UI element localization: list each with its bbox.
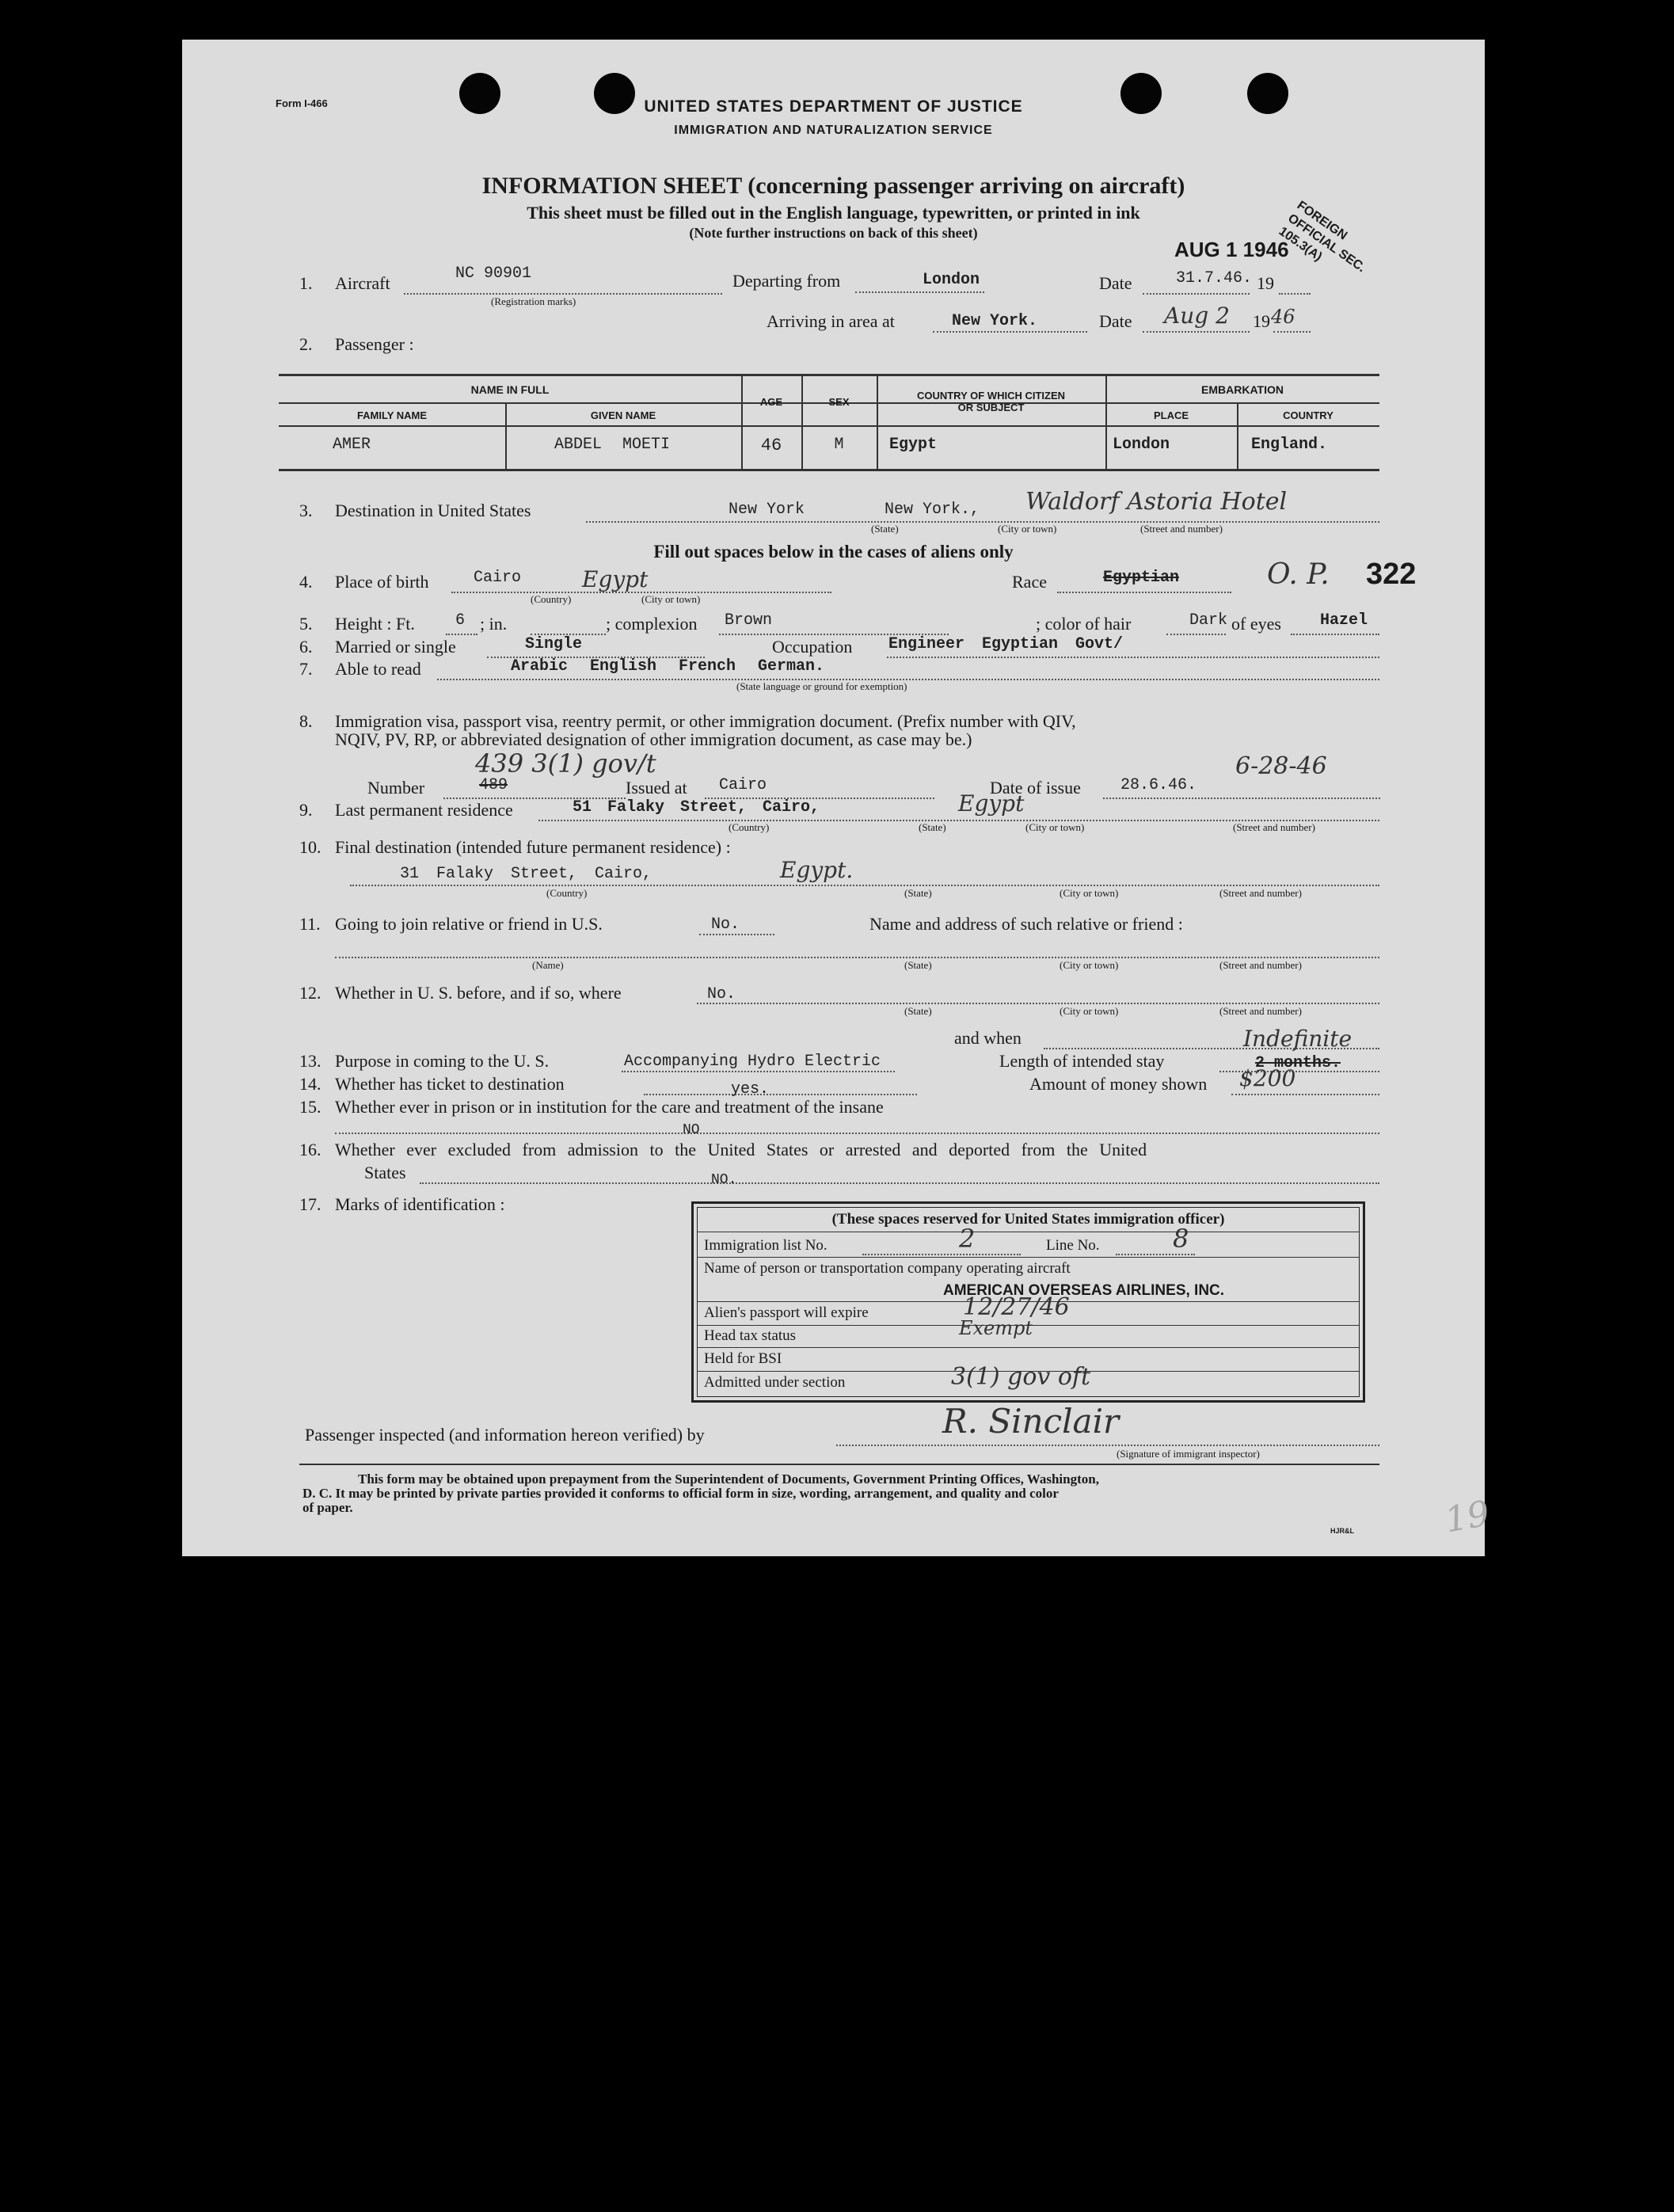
- officer-admitted-label: Admitted under section: [704, 1374, 846, 1391]
- q10-cap-city: (City or town): [1060, 887, 1119, 899]
- q1-aircraft-line: [404, 293, 722, 295]
- officer-line-value: 8: [1173, 1224, 1189, 1254]
- q3-cap-city: (City or town): [998, 523, 1057, 535]
- q5-eyes-label: of eyes: [1231, 614, 1281, 634]
- subtitle: This sheet must be filled out in the English language, typewritten, or printed in ink: [527, 203, 1140, 223]
- q15-value: NO: [683, 1122, 700, 1138]
- q5-hair: Dark: [1189, 611, 1228, 630]
- q9-cap-city: (City or town): [1025, 821, 1085, 833]
- q5-hair-line: [1166, 634, 1226, 635]
- q6-number: 6.: [299, 637, 313, 657]
- q7-value: Arabic English French German.: [511, 657, 825, 676]
- department: UNITED STATES DEPARTMENT OF JUSTICE: [644, 97, 1023, 116]
- q16-line1: Whether ever excluded from admission to the United States or arrested and deported from the United: [335, 1140, 1147, 1159]
- officer-list-line: [862, 1254, 1021, 1255]
- q3-label: Destination in United States: [335, 501, 531, 520]
- q8-issued-label: Issued at: [626, 778, 687, 798]
- q1-date2-label: Date: [1099, 311, 1132, 331]
- th-place: PLACE: [1153, 409, 1189, 421]
- q5-ft-line: [446, 634, 477, 635]
- q8-number-label: Number: [367, 778, 425, 798]
- row-country: England.: [1251, 436, 1328, 454]
- q1-year2-line: [1273, 331, 1311, 333]
- q14-label: Whether has ticket to destination: [335, 1074, 565, 1094]
- q10-label: Final destination (intended future permanent residence) :: [335, 837, 731, 857]
- officer-list-value: 2: [959, 1224, 976, 1254]
- q16-line: [420, 1182, 1379, 1184]
- q1-date-line: [1143, 293, 1250, 295]
- margin-note: 19: [1441, 1493, 1493, 1541]
- q1-year-line: [1279, 293, 1311, 295]
- q5-complexion: Brown: [725, 611, 773, 630]
- inspected-line: [836, 1445, 1379, 1446]
- footer-line2: D. C. It may be printed by private parties provided it conforms to official form in size, wording, arrangement, and quality and color: [302, 1486, 1059, 1501]
- q3-city: New York.,: [885, 501, 980, 519]
- q1-year2-prefix: 19: [1253, 311, 1270, 331]
- q12-when-label: and when: [954, 1028, 1022, 1048]
- q6-occ-line: [887, 657, 1379, 658]
- q11-line2: [335, 957, 1379, 958]
- q13-stay-hand: Indefinite: [1243, 1026, 1353, 1052]
- q14-money-label: Amount of money shown: [1029, 1074, 1208, 1094]
- q16-number: 16.: [299, 1140, 321, 1159]
- q5-in-label: ; in.: [480, 614, 508, 634]
- q9-label: Last permanent residence: [335, 800, 513, 820]
- q3-cap-state: (State): [871, 523, 899, 535]
- q10-cap-country: (Country): [546, 887, 588, 899]
- q13-value: Accompanying Hydro Electric: [624, 1053, 881, 1071]
- q11-cap-street: (Street and number): [1219, 959, 1302, 971]
- officer-box-header: (These spaces reserved for United States immigration officer): [831, 1211, 1225, 1228]
- q3-street: Waldorf Astoria Hotel: [1025, 488, 1288, 516]
- officer-admitted-value: 3(1) gov oft: [951, 1363, 1091, 1391]
- th-age: AGE: [759, 396, 783, 408]
- q9-value: 51 Falaky Street, Cairo,: [573, 798, 820, 817]
- q14-line: [644, 1094, 917, 1095]
- q5-eyes-line: [1291, 634, 1379, 635]
- inspected-caption: (Signature of immigrant inspector): [1117, 1448, 1260, 1460]
- q12-value: No.: [707, 985, 736, 1003]
- date-stamp: AUG 1 1946: [1174, 238, 1289, 261]
- table-top-rule: [279, 374, 1379, 376]
- q2-number: 2.: [299, 334, 313, 354]
- q4-number: 4.: [299, 572, 313, 592]
- q1-year2-hand: 46: [1271, 306, 1295, 328]
- q14-money-line: [1231, 1094, 1379, 1095]
- q4-race-hand: O. P.: [1267, 558, 1330, 591]
- officer-passport-value: 12/27/46: [963, 1293, 1070, 1321]
- q11-cap-name: (Name): [532, 959, 564, 971]
- q1-date2-value: Aug 2: [1164, 303, 1230, 329]
- footer-printer-mark: HJR&L: [1330, 1527, 1355, 1535]
- q13-number: 13.: [299, 1051, 321, 1071]
- q12-cap-street: (Street and number): [1219, 1005, 1302, 1017]
- q1-depart-label: Departing from: [732, 271, 841, 291]
- officer-line-line: [1116, 1254, 1195, 1255]
- q8-line2: NQIV, PV, RP, or abbreviated designation of other immigration document, as case may be.): [335, 729, 972, 749]
- footer-line1: This form may be obtained upon prepayment from the Superintendent of Documents, Government Printing Offices, Washington,: [358, 1471, 1099, 1487]
- q2-label: Passenger :: [335, 334, 414, 354]
- officer-box: [691, 1201, 1365, 1403]
- q4-race-line: [1057, 592, 1231, 593]
- th-sex: SEX: [828, 396, 850, 408]
- q13-stay-struck: 2 months.: [1255, 1054, 1341, 1072]
- q7-number: 7.: [299, 659, 313, 679]
- inspected-signature: R. Sinclair: [942, 1402, 1120, 1441]
- q1-reg-caption: (Registration marks): [491, 295, 576, 307]
- q1-arrive-line: [933, 331, 1087, 333]
- q12-number: 12.: [299, 983, 321, 1003]
- th-name-in-full: NAME IN FULL: [470, 383, 550, 396]
- q4-race-stamp: 322: [1366, 558, 1417, 591]
- q5-number: 5.: [299, 614, 313, 634]
- col-divider-3: [801, 375, 803, 469]
- th-family-name: FAMILY NAME: [356, 409, 428, 421]
- q8-number: 8.: [299, 711, 313, 731]
- officer-bsi-label: Held for BSI: [704, 1350, 782, 1367]
- q5-ft: 6: [455, 611, 466, 630]
- q5-label: Height : Ft.: [335, 614, 415, 634]
- q7-label: Able to read: [335, 659, 421, 679]
- q4-race-value: Egyptian: [1103, 569, 1180, 587]
- row-citizen: Egypt: [889, 436, 938, 454]
- q4-cap-city: (City or town): [641, 593, 701, 605]
- q8-doi-line: [1103, 798, 1380, 799]
- q17-label: Marks of identification :: [335, 1194, 505, 1214]
- officer-line-label: Line No.: [1046, 1237, 1100, 1254]
- q10-cap-state: (State): [904, 887, 932, 899]
- q9-hand: Egypt: [958, 790, 1025, 817]
- q11-name-label: Name and address of such relative or friend :: [869, 914, 1183, 934]
- q1-aircraft-value: NC 90901: [455, 265, 532, 283]
- officer-headtax-value: Exempt: [959, 1317, 1033, 1339]
- q1-date-value: 31.7.46.: [1176, 269, 1253, 287]
- officer-passport-label: Alien's passport will expire: [704, 1304, 869, 1321]
- q12-line: [697, 1003, 1379, 1004]
- form-sheet: [182, 40, 1485, 1556]
- q3-state: New York: [729, 501, 805, 519]
- row-place: London: [1113, 436, 1170, 454]
- q8-line1: Immigration visa, passport visa, reentry permit, or other immigration document. (Prefix number with QIV,: [335, 711, 1076, 731]
- q16-value: NO.: [711, 1172, 737, 1188]
- q1-depart-value: London: [923, 271, 980, 289]
- q13-stay-label: Length of intended stay: [999, 1051, 1165, 1071]
- q4-cap-country: (Country): [531, 593, 572, 605]
- q1-label: Aircraft: [335, 273, 390, 293]
- q1-date2-line: [1143, 331, 1250, 333]
- th-country: COUNTRY: [1283, 409, 1333, 421]
- footer-line3: of paper.: [302, 1500, 353, 1515]
- q10-hand: Egypt.: [780, 857, 854, 883]
- table-header-bottom-rule: [279, 425, 1379, 427]
- th-given-name: GIVEN NAME: [590, 409, 656, 421]
- officer-headtax-label: Head tax status: [704, 1327, 797, 1344]
- q9-number: 9.: [299, 800, 313, 820]
- q1-date-label: Date: [1099, 273, 1132, 293]
- q5-complexion-label: ; complexion: [606, 614, 698, 634]
- q8-number-struck: 489: [479, 776, 508, 794]
- q8-doi-value: 28.6.46.: [1120, 776, 1197, 794]
- q11-value: No.: [711, 916, 740, 934]
- q1-arrive-label: Arriving in area at: [767, 311, 895, 331]
- q15-label: Whether ever in prison or in institution for the care and treatment of the insane: [335, 1097, 884, 1117]
- q4-value: Cairo: [474, 569, 522, 587]
- q10-cap-street: (Street and number): [1219, 887, 1302, 899]
- q7-line: [437, 679, 1379, 680]
- q9-cap-street: (Street and number): [1233, 821, 1315, 833]
- q6-occ-value: Engineer Egyptian Govt/: [888, 635, 1124, 653]
- q14-value: yes.: [731, 1080, 770, 1098]
- q16-line2: States: [364, 1163, 406, 1182]
- officer-transport-value: AMERICAN OVERSEAS AIRLINES, INC.: [943, 1282, 1225, 1299]
- q9-cap-state: (State): [919, 821, 946, 833]
- q3-number: 3.: [299, 501, 313, 520]
- q7-caption: (State language or ground for exemption): [736, 680, 907, 692]
- q8-number-hand: 439 3(1) gov/t: [475, 748, 656, 779]
- q6-occ-label: Occupation: [772, 637, 853, 657]
- q4-race-label: Race: [1012, 572, 1047, 592]
- form-id: Form I-466: [276, 97, 328, 109]
- row-sex: M: [834, 436, 844, 454]
- officer-list-label: Immigration list No.: [704, 1237, 827, 1254]
- service: IMMIGRATION AND NATURALIZATION SERVICE: [674, 124, 993, 137]
- q12-cap-city: (City or town): [1060, 1005, 1119, 1017]
- q12-label: Whether in U. S. before, and if so, where: [335, 983, 622, 1003]
- q13-line: [622, 1071, 895, 1072]
- q12-cap-state: (State): [904, 1005, 932, 1017]
- title: INFORMATION SHEET (concerning passenger arriving on aircraft): [481, 173, 1185, 199]
- q14-money-hand: $200: [1239, 1065, 1296, 1091]
- q1-depart-line: [855, 291, 984, 293]
- th-country-citizen: COUNTRY OF WHICH CITIZEN OR SUBJECT: [916, 390, 1066, 413]
- q10-number: 10.: [299, 837, 321, 857]
- row-age: 46: [760, 436, 782, 455]
- q3-line: [586, 521, 1379, 523]
- q3-cap-street: (Street and number): [1140, 523, 1223, 535]
- footer-rule: [299, 1464, 1379, 1465]
- inspected-label: Passenger inspected (and information hereon verified) by: [305, 1425, 705, 1445]
- q11-line1: [699, 934, 774, 935]
- q6-value: Single: [525, 635, 583, 653]
- q13-label: Purpose in coming to the U. S.: [335, 1051, 550, 1071]
- table-bottom-rule: [279, 469, 1379, 471]
- row-family-name: AMER: [333, 436, 371, 454]
- q14-number: 14.: [299, 1074, 321, 1094]
- q11-cap-state: (State): [904, 959, 932, 971]
- q1-number: 1.: [299, 273, 313, 293]
- q1-arrive-value: New York.: [952, 312, 1038, 330]
- th-embarkation: EMBARKATION: [1201, 383, 1284, 396]
- q9-cap-country: (Country): [729, 821, 770, 833]
- q8-issued-value: Cairo: [719, 776, 767, 794]
- q15-number: 15.: [299, 1097, 321, 1117]
- q10-value: 31 Falaky Street, Cairo,: [400, 865, 652, 883]
- q8-doi-label: Date of issue: [990, 778, 1081, 798]
- q1-year-suffix: 19: [1257, 273, 1274, 293]
- q11-label: Going to join relative or friend in U.S.: [335, 914, 603, 934]
- note: (Note further instructions on back of this sheet): [689, 225, 978, 241]
- q6-label: Married or single: [335, 637, 456, 657]
- q15-line: [335, 1133, 1379, 1134]
- q5-hair-label: ; color of hair: [1036, 614, 1132, 634]
- q4-label: Place of birth: [335, 572, 429, 592]
- officer-box-inner: [697, 1207, 1360, 1397]
- q4-hand: Egypt: [582, 566, 649, 592]
- row-given-name: ABDEL MOETI: [554, 436, 671, 454]
- q8-doi-hand: 6-28-46: [1235, 752, 1327, 780]
- aliens-header: Fill out spaces below in the cases of aliens only: [653, 542, 1014, 562]
- officer-row-divider-2: [698, 1257, 1359, 1258]
- officer-row-divider-5: [698, 1347, 1359, 1348]
- q11-cap-city: (City or town): [1060, 959, 1119, 971]
- foreign-official-stamp: FOREIGN OFFICIAL SEC. 105.3(A): [1276, 198, 1368, 276]
- officer-transport-label: Name of person or transportation company operating aircraft: [704, 1260, 1071, 1277]
- q10-line: [350, 885, 1379, 886]
- q17-number: 17.: [299, 1194, 321, 1214]
- q5-eyes: Hazel: [1320, 611, 1368, 630]
- q11-number: 11.: [299, 914, 321, 934]
